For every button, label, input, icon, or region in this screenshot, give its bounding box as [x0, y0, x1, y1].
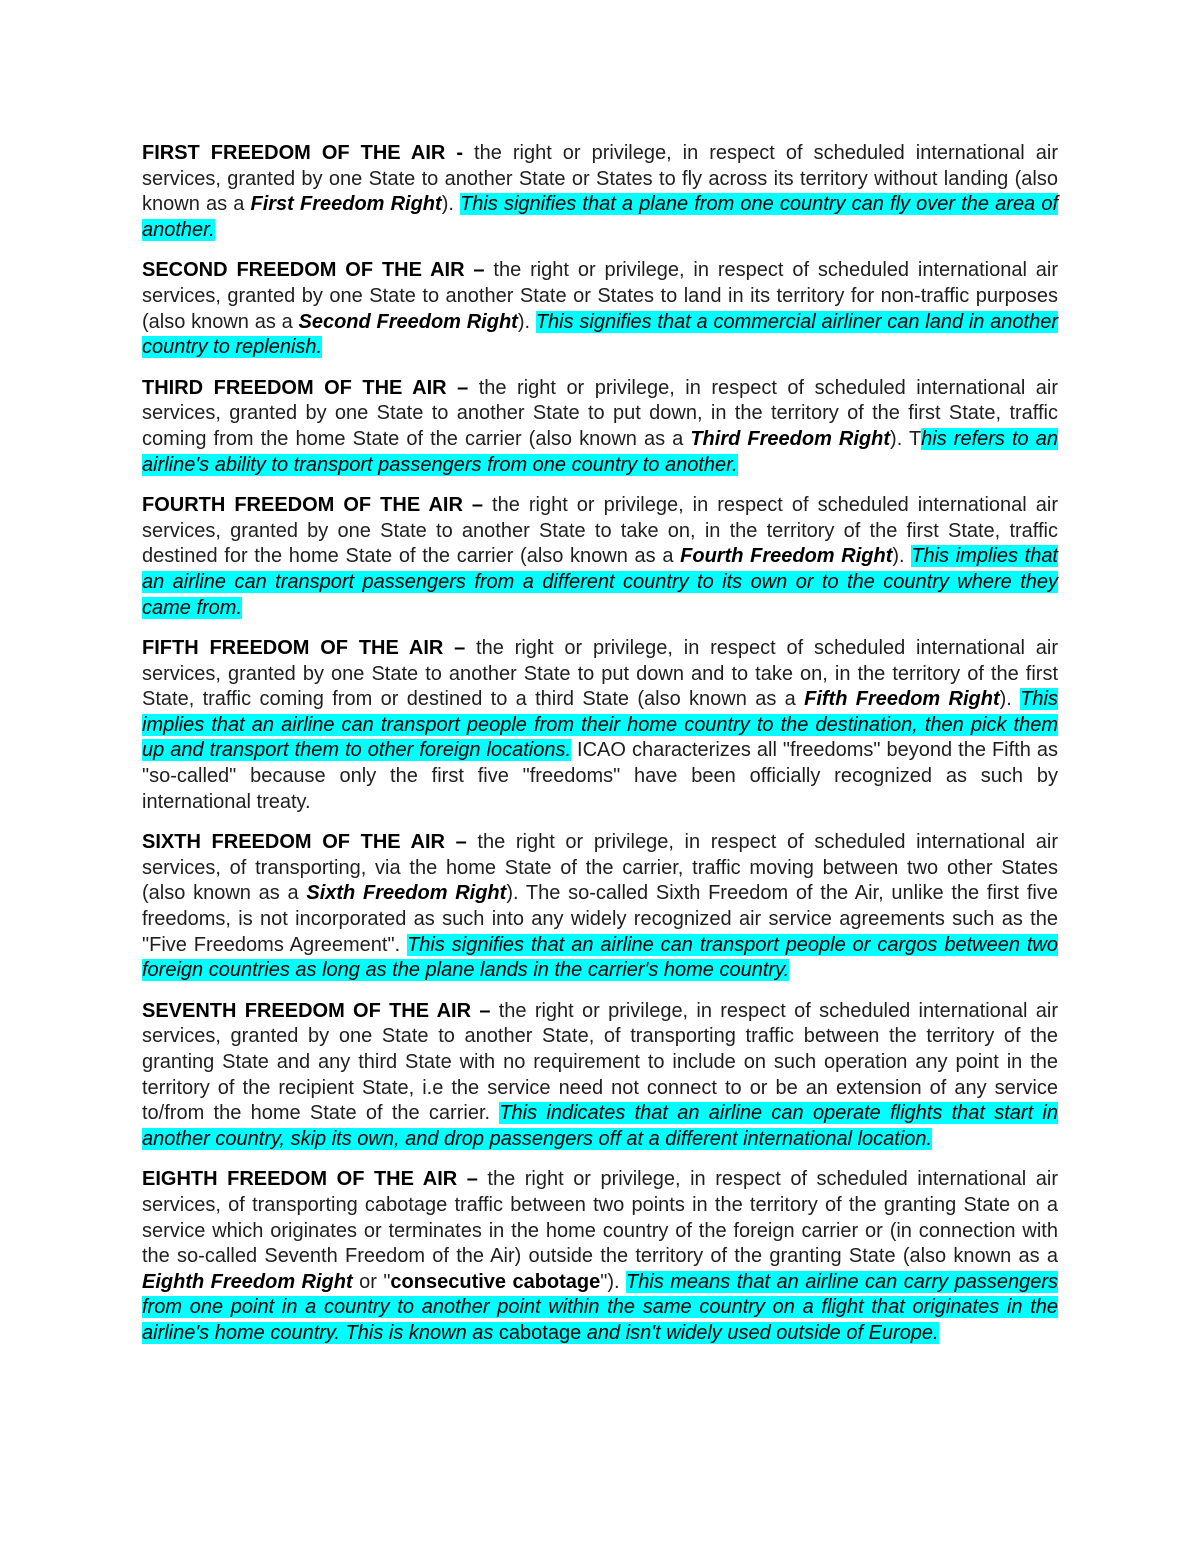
highlighted-explanation: his refers to an airline's ability to transport passengers from one country to another.	[142, 427, 1058, 476]
paragraph-body: the right or privilege, in respect of scheduled international air services, of transporting cabotage traffic between two points in the territory of the granting State on a service which originates or terminates in the home country of the foreign carrier or (in connection with the so-called Seventh Freedom of the Air) outside the territory of the granting State (also known as a	[142, 1168, 1058, 1268]
paragraph-body: or "	[352, 1270, 391, 1293]
document-page	[142, 141, 1058, 1362]
paragraph-body: the right or privilege, in respect of scheduled international air services, granted by one State to another State or States to land in its territory for non-traffic purposes (also known as a	[142, 259, 1058, 333]
highlighted-explanation: This signifies that an airline can transport people or cargos between two foreign countries as long as the plane lands in the carrier's home country.	[142, 933, 1058, 982]
right-name: Fifth Freedom Right	[804, 688, 1000, 711]
paragraph-heading: SEVENTH FREEDOM OF THE AIR –	[142, 999, 491, 1022]
paragraph-fourth-freedom	[142, 493, 1058, 621]
paragraph-body: ). T	[890, 427, 922, 450]
right-name: First Freedom Right	[250, 193, 442, 216]
paragraph-sixth-freedom	[142, 830, 1058, 984]
paragraph-tail: ICAO characterizes all "freedoms" beyond the Fifth as "so-called" because only the first five "freedoms" have been officially recognized as such by international treaty.	[142, 739, 1058, 813]
paragraph-fifth-freedom	[142, 636, 1058, 815]
right-name: Eighth Freedom Right	[142, 1270, 353, 1293]
paragraph-body: the right or privilege, in respect of scheduled international air services, granted by one State to another State to put down, in the territory of the first State, traffic coming from the home State of the carrier (also known as a	[142, 376, 1058, 450]
paragraph-body: ").	[600, 1270, 627, 1293]
highlighted-explanation: This implies that an airline can transport passengers from a different country to its own or to the country where they came from.	[142, 545, 1058, 619]
highlighted-explanation: This indicates that an airline can operate flights that start in another country, skip its own, and drop passengers off at a different international location.	[142, 1102, 1058, 1150]
highlighted-explanation: This implies that an airline can transport people from their home country to the destination, then pick them up and transport them to other foreign locations.	[142, 688, 1058, 762]
right-name: Second Freedom Right	[298, 310, 518, 333]
paragraph-body: the right or privilege, in respect of scheduled international air services, of transporting, via the home State of the carrier, traffic moving between two other States (also known as a	[142, 831, 1058, 905]
highlighted-explanation: This signifies that a plane from one country can fly over the area of another.	[142, 193, 1059, 241]
highlighted-explanation: This means that an airline can carry passengers from one point in a country to another point within the same country on a flight that originates in the airline's home country. This is known as	[142, 1270, 1059, 1344]
highlighted-term: cabotage	[493, 1321, 587, 1344]
paragraph-heading: FIRST FREEDOM OF THE AIR -	[142, 142, 464, 164]
paragraph-third-freedom	[142, 376, 1058, 478]
highlighted-explanation: and isn't widely used outside of Europe.	[586, 1321, 939, 1344]
paragraph-body: ).	[517, 310, 536, 333]
paragraph-heading: EIGHTH FREEDOM OF THE AIR –	[142, 1168, 478, 1191]
paragraph-second-freedom	[142, 258, 1058, 360]
paragraph-heading: FOURTH FREEDOM OF THE AIR –	[142, 494, 484, 517]
paragraph-eighth-freedom	[142, 1167, 1058, 1346]
paragraph-body: the right or privilege, in respect of scheduled international air services, granted by one State to another State to take on, in the territory of the first State, traffic destined for the home State of the carrier (also known as a	[142, 494, 1058, 568]
highlighted-explanation: This signifies that a commercial airliner can land in another country to replenish.	[142, 310, 1059, 359]
right-name: Sixth Freedom Right	[306, 882, 507, 905]
paragraph-first-freedom	[142, 141, 1058, 243]
paragraph-heading: SIXTH FREEDOM OF THE AIR –	[142, 831, 467, 854]
paragraph-body: the right or privilege, in respect of scheduled international air services, granted by one State to another State or States to fly across its territory without landing (also known as a	[142, 142, 1058, 216]
paragraph-heading: THIRD FREEDOM OF THE AIR –	[142, 376, 469, 399]
paragraph-body: ). The so-called Sixth Freedom of the Air, unlike the first five freedoms, is not incorporated as such into any widely recognized air service agreements such as the "Five Freedoms Agreement".	[142, 882, 1058, 956]
right-name: Third Freedom Right	[690, 427, 891, 450]
paragraph-heading: FIFTH FREEDOM OF THE AIR –	[142, 637, 466, 660]
paragraph-body: ).	[892, 545, 912, 568]
right-name: Fourth Freedom Right	[680, 545, 893, 568]
paragraph-body: ).	[441, 193, 461, 216]
paragraph-body: ).	[999, 688, 1021, 711]
paragraph-body: the right or privilege, in respect of scheduled international air services, granted by one State to another State to put down and to take on, in the territory of the first State, traffic coming from or destined to a third State (also known as a	[142, 637, 1058, 711]
paragraph-body: the right or privilege, in respect of scheduled international air services, granted by one State to another State, of transporting traffic between the territory of the granting State and any third State with no requirement to include on such operation any point in the territory of the recipient State, i.e the service need not connect to or be an extension of any service to/from the home State of the carrier.	[142, 999, 1059, 1125]
paragraph-heading: SECOND FREEDOM OF THE AIR –	[142, 259, 485, 282]
paragraph-seventh-freedom	[142, 999, 1058, 1153]
bold-term: consecutive cabotage	[390, 1270, 601, 1293]
